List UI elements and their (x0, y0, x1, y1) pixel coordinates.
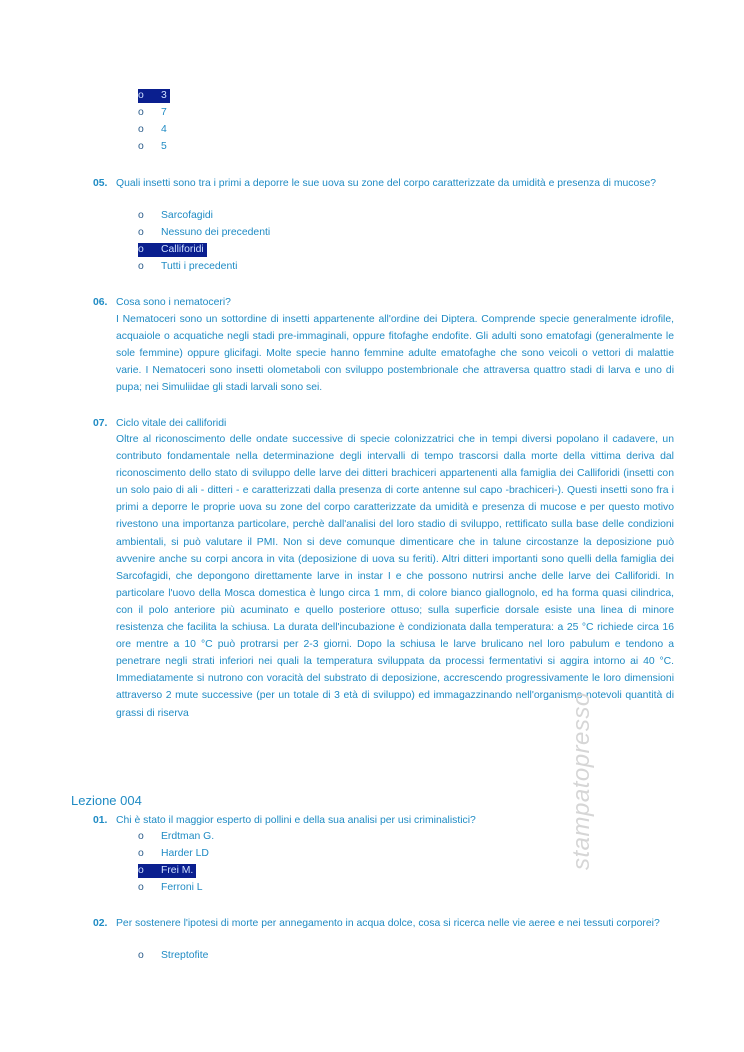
question-text: Cosa sono i nematoceri? (116, 297, 231, 308)
lesson-heading: Lezione 004 (71, 793, 142, 808)
question-number: 01. (93, 815, 108, 826)
question-number: 02. (93, 918, 108, 929)
question-text: Per sostenere l'ipotesi di morte per annegamento in acqua dolce, cosa si ricerca nelle vie aeree e nei tessuti corporei? (116, 918, 660, 929)
question-text: Ciclo vitale dei calliforidi (116, 418, 227, 429)
answer-text: I Nematoceri sono un sottordine di insetti appartenente all'ordine dei Diptera. Comprende specie generalmente idrofile, acquaiole o acquatiche negli stadi pre-immaginali, oppure fitofaghe endofite. Gli adulti sono ematofagi (generalmente le sole femmine) oppure glicifagi. Molte specie hanno femmine adulte ematofaghe che sono veicoli o vettori di malattie varie. I Nematoceri sono insetti olometaboli con sviluppo postembrionale che attraversa quattro stadi di larva e uno di pupa; nei Simuliidae gli stadi larvali sono sei. (116, 314, 674, 394)
option: o Erdtman G. (138, 831, 215, 842)
question-text: Chi è stato il maggior esperto di pollini e della sua analisi per usi criminalistici? (116, 815, 476, 826)
question-number: 05. (93, 178, 108, 189)
option: o Harder LD (138, 848, 209, 859)
option: o Nessuno dei precedenti (138, 227, 271, 238)
question-number: 07. (93, 418, 108, 429)
option: o Tutti i precedenti (138, 261, 238, 272)
option-selected: o Frei M. (138, 864, 196, 878)
option: o 5 (138, 141, 167, 152)
question-text: Quali insetti sono tra i primi a deporre le sue uova su zone del corpo caratterizzate da umidità e presenza di mucose? (116, 178, 657, 189)
option: o 4 (138, 124, 167, 135)
watermark: stampatopresso (568, 692, 595, 870)
option: o 7 (138, 107, 167, 118)
answer-text: Oltre al riconoscimento delle ondate successive di specie colonizzatrici che in tempi diversi popolano il cadavere, un contributo fondamentale nella determinazione degli intervalli di tempo trascorsi dalla morte della vittima deriva dal riconoscimento dello stato di sviluppo delle larve dei ditteri brachiceri appartenenti alla famiglia dei Calliforidi (insetti con un solo paio di ali - ditteri - e caratterizzati dalla presenza di corte antenne sul capo -brachiceri-). Questi insetti sono fra i primi a deporre le proprie uova su zone del corpo caratterizzate da umidità e presenza di mucose e per questo motivo rivestono una importanza particolare, perchè dall'analisi del loro stadio di sviluppo, rettificato sulla base delle condizioni ambientali, si può valutare il PMI. Non si deve comunque dimenticare che in talune circostanze la deposizione può avvenire anche su corpi ancora in vita (deposizione di uova su feriti). Altri ditteri importanti sono quelli della famiglia dei Sarcofagidi, che depongono direttamente larve in instar I e che possono nutrirsi anche delle larve dei Calliforidi. In particolare l'uovo della Mosca domestica è lungo circa 1 mm, di colore bianco giallognolo, ed ha forma quasi cilindrica, con il polo anteriore più acuminato e quello posteriore ottuso; sulla superficie dorsale esiste una linea di minore resistenza che facilita la schiusa. La durata dell'incubazione è condizionata dalla temperatura: a 25 °C richiede circa 16 ore mentre a 10 °C può protrarsi per 2-3 giorni. Dopo la schiusa le larve brulicano nel loro pabulum e tendono a penetrare negli strati inferiori nei quali la temperatura sviluppata da processi fermentativi si aggira intorno ai 40 °C. Immediatamente si nutrono con voracità del substrato di deposizione, accrescendo progressivamente le loro dimensioni attraverso 2 mute successive (per un totale di 3 età di sviluppo) ed immagazzinando nell'organismo notevoli quantità di grassi di riserva (116, 434, 674, 719)
option: o Streptofite (138, 950, 209, 961)
option: o Sarcofagidi (138, 210, 213, 221)
question-number: 06. (93, 297, 108, 308)
option: o Ferroni L (138, 882, 203, 893)
option-selected: o 3 (138, 89, 170, 103)
option-selected: o Calliforidi (138, 243, 207, 257)
